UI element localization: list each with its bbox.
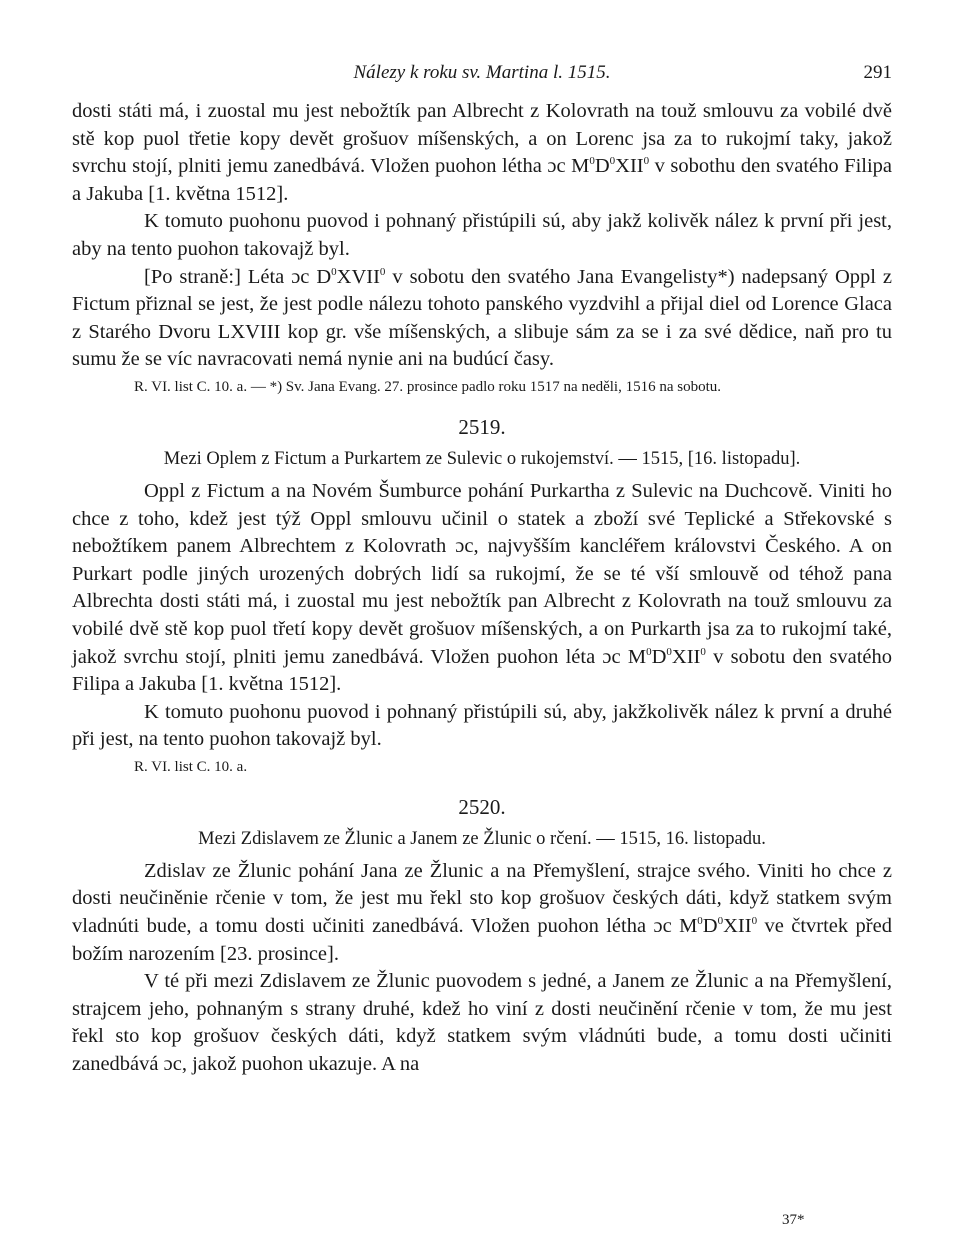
paragraph-marginal-note: [Po straně:] Léta ɔc $D^0XVII^0$ v sobotu den svatého Jana Evangelisty*) nadepsaný Oppl z Fictum přiznal se jest, že jest podle nálezu tohoto panského vyzdvihl a přijal diel od Lorence Glaca z Starého Dvoru LXVIII kop gr. vše míšenských, a slibuje sám za se i za své dědice, naň pro tu sumu že se víc navracovati nemá nynie ani na budúcí časy. — [72, 265, 892, 371]
printer-signature: 37* — [782, 1212, 805, 1228]
entry-regest-2520: Mezi Zdislavem ze Žlunic a Janem ze Žlunic o rčení. — 1515, 16. listopadu. — [198, 828, 766, 849]
entry-2520-paragraph-2: V té při mezi Zdislavem ze Žlunic puovodem s jedné, a Janem ze Žlunic a na Přemyšlení, strajcem jeho, pohnaným s strany druhé, kdež ho viní z dosti neučinění rčenie v tom, že mu jest řekl sto kop grošuov českých dáti, když statkem svým vládnúti bude, a tomu dosti učiniti zanedbává ɔc, jakož puohon ukazuje. A na — [72, 970, 892, 1076]
paragraph-settlement: K tomuto puohonu puovod i pohnaný přistúpili sú, aby jakž kolivěk nález k první při jest, aby na tento puohon takovajž byl. — [72, 210, 892, 260]
entry-2520-paragraph-1: Zdislav ze Žlunic pohání Jana ze Žlunic a na Přemyšlení, strajce svého. Viniti ho chce z dosti neučiněnie rčenie v tom, že jest mu řekl sto kop grošuov českých dáti, když statkem svým vladnúti bude, a tomu dosti učiniti zanedbává. Vložen puohon létha ɔc $M^0D^0XII^0$ ve čtvrtek před božím narozením [23. prosince]. — [72, 859, 892, 965]
page-number: 291 — [863, 62, 892, 83]
entry-number-2520: 2520. — [458, 794, 506, 819]
entry-2519-source: R. VI. list C. 10. a. — [134, 758, 248, 775]
paragraph-continuation: dosti státi má, i zuostal mu jest nebožtík pan Albrecht z Kolovrath na touž smlouvu za vobilé dvě stě kop puol třetie kopy devět grošuov míšenských, a on Lorenc jsa za to rukojmí taky, jakož svrchu stojí, plniti jemu zanedbává. Vložen puohon létha ɔc $M^0D^0XII^0$ v sobothu den svatého Filipa a Jakuba [1. května 1512]. — [72, 100, 893, 205]
entry-regest-2519: Mezi Oplem z Fictum a Purkartem ze Sulevic o rukojemství. — 1515, [16. listopadu]. — [163, 448, 801, 469]
entry-number-2519: 2519. — [458, 414, 506, 439]
entry-2519-paragraph-1: Oppl z Fictum a na Novém Šumburce pohání Purkartha z Sulevic na Duchcově. Viniti ho chce z toho, kdež jest týž Oppl smlouvu učinil o statek a zboží své Teplické a Střekovské s nebožtíkem panem Albrechtem z Kolovrath ɔc, najvyšším kancléřem královstvi Českého. A on Purkart podle jiných urozených dobrých lidí sa rukojmí, že se té vší smlouvě od téhož pana Albrechta dosti státi má, i zuostal mu jest nebožtík pan Albrecht z Kolovrath na touž smlouvu za vobilé dvě stě kop puol třetí kopy devět grošuov míšenských, a on Purkarth jsa za to rukojmí také, jakož svrchu stojí, plniti jemu zanedbává. Vložen puohon léta ɔc $M^0D^0XII^0$ v sobotu den svatého Filipa a Jakuba [1. května 1512]. — [72, 479, 892, 696]
source-footnote: R. VI. list C. 10. a. — *) Sv. Jana Evang. 27. prosince padlo roku 1517 na neděli, 1516 na sobotu. — [134, 378, 722, 395]
page-header — [72, 58, 892, 98]
entry-2519-paragraph-2: K tomuto puohonu puovod i pohnaný přistúpili sú, aby, jakžkolivěk nález k první a druhé při jest, na tento puohon takovajž byl. — [72, 700, 892, 751]
running-title: Nálezy k roku sv. Martina l. 1515. — [353, 62, 611, 83]
